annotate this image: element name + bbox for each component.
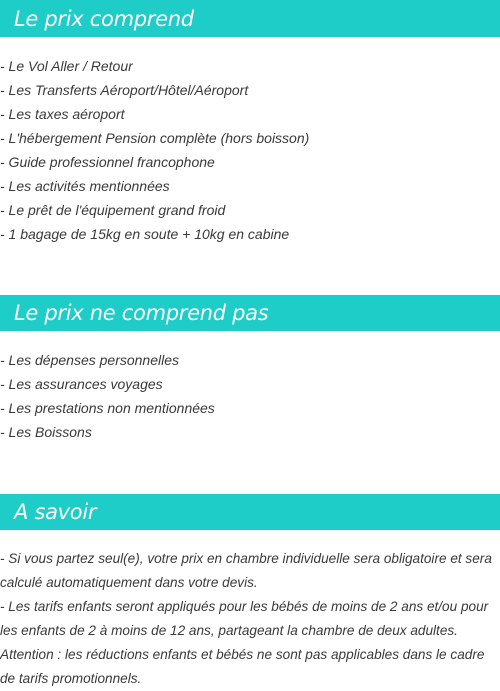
- section-prix-ne-comprend-pas: [0, 295, 500, 444]
- list-item: - Guide professionnel francophone: [0, 154, 215, 170]
- info-paragraph: - Les tarifs enfants seront appliqués pour les bébés de moins de 2 ans et/ou pour les enfants de 2 à moins de 12 ans, partageant la chambre de deux adultes.: [0, 599, 489, 638]
- section-header: [0, 295, 500, 331]
- list-item: - Les prestations non mentionnées: [0, 400, 215, 416]
- included-list: [0, 54, 500, 246]
- section-prix-comprend: [0, 0, 500, 246]
- section-title: Le prix ne comprend pas: [14, 301, 269, 325]
- section-title: A savoir: [14, 500, 97, 524]
- list-item: - Les assurances voyages: [0, 376, 163, 392]
- list-item: - 1 bagage de 15kg en soute + 10kg en cabine: [0, 226, 290, 242]
- info-paragraph: Attention : les réductions enfants et bébés ne sont pas applicables dans le cadre de tarifs promotionnels.: [0, 647, 485, 686]
- info-body: [0, 547, 500, 691]
- section-a-savoir: [0, 494, 500, 691]
- list-item: - Les dépenses personnelles: [0, 352, 180, 368]
- excluded-list: [0, 348, 500, 444]
- list-item: - Les Transferts Aéroport/Hôtel/Aéroport: [0, 82, 249, 98]
- section-title: Le prix comprend: [14, 6, 194, 31]
- list-item: - Les Boissons: [0, 424, 92, 440]
- list-item: - Le Vol Aller / Retour: [0, 58, 133, 74]
- section-header: [0, 0, 500, 37]
- list-item: - L'hébergement Pension complète (hors boisson): [0, 130, 310, 146]
- info-paragraph: - Si vous partez seul(e), votre prix en chambre individuelle sera obligatoire et sera calculé automatiquement dans votre devis.: [0, 551, 492, 590]
- list-item: - Les activités mentionnées: [0, 178, 170, 194]
- section-header: [0, 494, 500, 530]
- list-item: - Les taxes aéroport: [0, 106, 125, 122]
- list-item: - Le prêt de l'équipement grand froid: [0, 202, 226, 218]
